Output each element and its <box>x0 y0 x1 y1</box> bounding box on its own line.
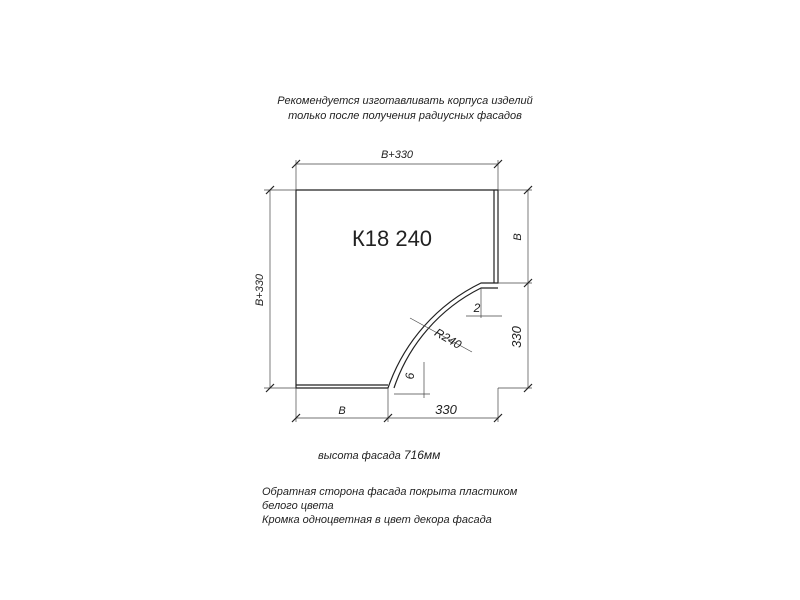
dim-2-label: 2 <box>473 301 481 315</box>
dim-top-label: В+330 <box>380 149 414 161</box>
model-label: К18 240 <box>351 226 433 251</box>
bottom-note-line-2: белого цвета <box>262 500 334 512</box>
bottom-notes <box>262 485 582 527</box>
bottom-note-line-1: Обратная сторона фасада покрыта пластиком <box>262 486 518 498</box>
bottom-note-line-3: Кромка одноцветная в цвет декора фасада <box>262 514 492 526</box>
dim-right-lower-label: 330 <box>509 326 524 348</box>
top-note-line-1: Рекомендуется изготавливать корпуса изделий <box>277 95 533 107</box>
radius-label: R240 <box>432 325 464 352</box>
dim-bottom-left-label: В <box>338 405 346 417</box>
facade-height-label: высота фасада <box>318 450 401 462</box>
dim-bottom-right-label: 330 <box>435 402 457 417</box>
dim-left-label: В+330 <box>254 273 266 307</box>
facade-height <box>318 448 440 462</box>
dim-6-label: 6 <box>403 372 417 380</box>
dim-right-upper-label: В <box>512 233 524 241</box>
cabinet-outline <box>296 190 498 388</box>
facade-height-value: 716мм <box>403 448 441 462</box>
top-note-line-2: только после получения радиусных фасадов <box>288 110 522 122</box>
